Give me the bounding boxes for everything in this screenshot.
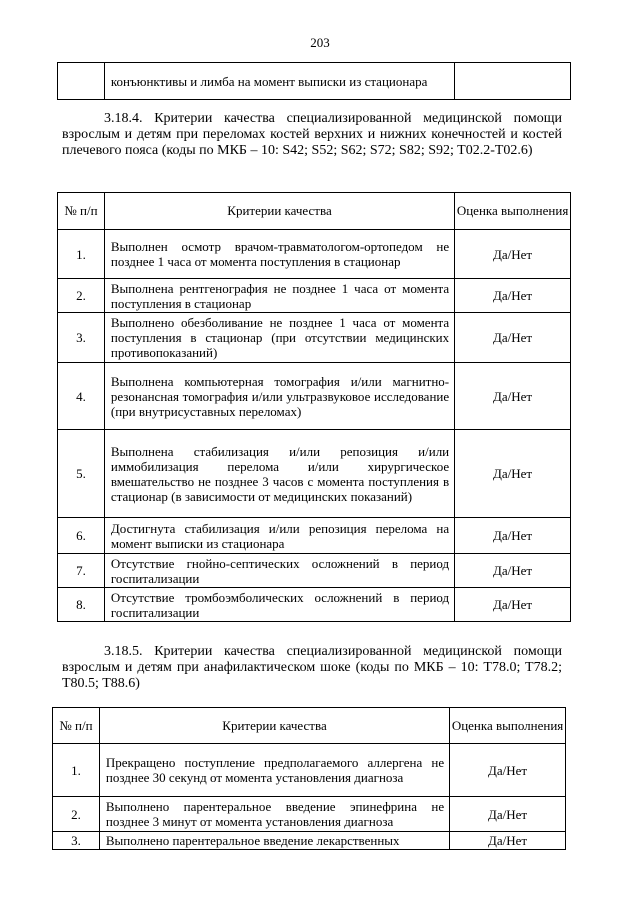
row-number: [58, 63, 105, 100]
evaluation-cell: Да/Нет: [450, 832, 566, 850]
evaluation-cell: Да/Нет: [455, 518, 571, 554]
row-number: 6.: [58, 518, 105, 554]
criterion-text: Отсутствие гнойно-септических осложнений в период госпитализации: [104, 554, 454, 588]
section-heading: 3.18.4. Критерии качества специализированной медицинской помощи взрослым и детям при переломах костей верхних и нижних конечностей и костей плечевого пояса (коды по МКБ – 10: S42; S52; S62; S72; S82; S92; T02.2-T02.6): [62, 111, 562, 158]
row-number: 3.: [53, 832, 100, 850]
evaluation-cell: Да/Нет: [450, 744, 566, 797]
criterion-text: Выполнена компьютерная томография и/или магнитно-резонансная томография и/или ультразвуковое исследование (при внутрисуставных переломах): [104, 363, 454, 430]
evaluation-cell: Да/Нет: [455, 430, 571, 518]
table-row: [53, 744, 566, 797]
table-row: [58, 313, 571, 363]
evaluation-cell: Да/Нет: [455, 279, 571, 313]
criterion-text: Отсутствие тромбоэмболических осложнений в период госпитализации: [104, 588, 454, 622]
criteria-table: [57, 192, 571, 622]
criterion-text: Выполнено парентеральное введение эпинефрина не позднее 3 минут от момента установления диагноза: [99, 797, 449, 832]
criterion-text: Достигнута стабилизация и/или репозиция перелома на момент выписки из стационара: [104, 518, 454, 554]
table-row: [58, 63, 571, 100]
table-header-row: [58, 193, 571, 230]
criterion-text: Выполнено парентеральное введение лекарственных: [99, 832, 449, 850]
criterion-text: Прекращено поступление предполагаемого аллергена не позднее 30 секунд от момента установления диагноза: [99, 744, 449, 797]
table-row: [58, 554, 571, 588]
header-criteria: Критерии качества: [99, 708, 449, 744]
table-row: [58, 279, 571, 313]
table-row: [58, 430, 571, 518]
criterion-text: Выполнено обезболивание не позднее 1 часа от момента поступления в стационар (при отсутствии медицинских противопоказаний): [104, 313, 454, 363]
row-number: 3.: [58, 313, 105, 363]
evaluation-cell: [455, 63, 571, 100]
header-evaluation: Оценка выполнения: [455, 193, 571, 230]
row-number: 4.: [58, 363, 105, 430]
criterion-text: Выполнен осмотр врачом-травматологом-ортопедом не позднее 1 часа от момента поступления в стационар: [104, 230, 454, 279]
row-number: 1.: [53, 744, 100, 797]
criterion-text: Выполнена рентгенография не позднее 1 часа от момента поступления в стационар: [104, 279, 454, 313]
evaluation-cell: Да/Нет: [455, 313, 571, 363]
page-number: 203: [310, 35, 330, 50]
criterion-text: конъюнктивы и лимба на момент выписки из стационара: [104, 63, 454, 100]
table-row: [58, 588, 571, 622]
header-criteria: Критерии качества: [104, 193, 454, 230]
row-number: 2.: [58, 279, 105, 313]
evaluation-cell: Да/Нет: [455, 230, 571, 279]
row-number: 8.: [58, 588, 105, 622]
evaluation-cell: Да/Нет: [455, 588, 571, 622]
continuation-table: [57, 62, 571, 100]
table-row: [58, 230, 571, 279]
criteria-table: [52, 707, 566, 850]
row-number: 5.: [58, 430, 105, 518]
table-header-row: [53, 708, 566, 744]
table-row: [58, 518, 571, 554]
header-number: № п/п: [58, 193, 105, 230]
table-row: [53, 832, 566, 850]
evaluation-cell: Да/Нет: [455, 363, 571, 430]
criterion-text: Выполнена стабилизация и/или репозиция и/или иммобилизация перелома и/или хирургическое вмешательство не позднее 3 часов с момента поступления в стационар (в зависимости от медицинских показаний): [104, 430, 454, 518]
table-row: [58, 363, 571, 430]
evaluation-cell: Да/Нет: [455, 554, 571, 588]
section-heading: 3.18.5. Критерии качества специализированной медицинской помощи взрослым и детям при анафилактическом шоке (коды по МКБ – 10: T78.0; T78.2; T80.5; T88.6): [62, 644, 562, 691]
row-number: 1.: [58, 230, 105, 279]
row-number: 2.: [53, 797, 100, 832]
table-row: [53, 797, 566, 832]
header-number: № п/п: [53, 708, 100, 744]
header-evaluation: Оценка выполнения: [450, 708, 566, 744]
evaluation-cell: Да/Нет: [450, 797, 566, 832]
row-number: 7.: [58, 554, 105, 588]
